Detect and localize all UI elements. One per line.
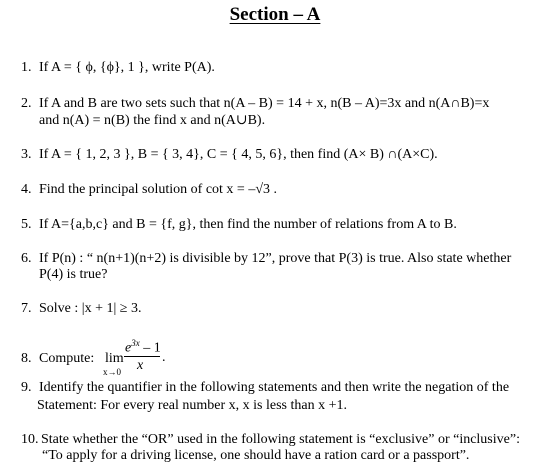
question-text: If A = { 1, 2, 3 }, B = { 3, 4}, C = { 4, 5, 6}, then find (A× B) ∩(A×C).	[39, 147, 438, 162]
question-text: Solve : |x + 1| ≥ 3.	[39, 301, 142, 316]
question-7	[21, 300, 141, 318]
question-8	[21, 350, 94, 368]
question-number: 2.	[21, 96, 32, 111]
numerator-tail: – 1	[139, 340, 161, 356]
question-number: 3.	[21, 147, 32, 162]
question-text: If A={a,b,c} and B = {f, g}, then find the number of relations from A to B.	[39, 217, 457, 232]
fraction-bar	[124, 356, 160, 357]
question-text-line1: State whether the “OR” used in the following statement is “exclusive” or “inclusive”:	[41, 432, 520, 447]
question-2	[21, 95, 489, 113]
numerator-base: e	[125, 340, 132, 356]
question-number: 8.	[21, 351, 32, 366]
numerator-exponent: 3x	[131, 338, 140, 348]
question-number: 6.	[21, 251, 32, 266]
question-10-line2: “To apply for a driving license, one should have a ration card or a passport”.	[42, 448, 470, 463]
section-title: Section – A	[229, 4, 321, 25]
question-4	[21, 181, 277, 199]
fraction-end: .	[162, 350, 166, 365]
question-number: 9.	[21, 380, 32, 395]
question-9	[21, 379, 509, 397]
question-2-line2: and n(A) = n(B) the find x and n(A∪B).	[39, 113, 266, 128]
question-number: 10.	[21, 432, 39, 447]
question-text: Find the principal solution of cot x = –√3 .	[39, 182, 277, 197]
fraction-numerator	[125, 338, 161, 357]
question-text-line1: Identify the quantifier in the following statements and then write the negation of the	[39, 380, 510, 395]
limit-label: lim	[105, 351, 124, 366]
question-5	[21, 216, 457, 234]
question-1	[21, 59, 215, 77]
question-6-line2: P(4) is true?	[39, 267, 108, 282]
question-prefix: Compute:	[39, 351, 95, 366]
question-number: 7.	[21, 301, 32, 316]
question-3	[21, 146, 438, 164]
fraction-denominator: x	[137, 358, 144, 373]
question-number: 1.	[21, 60, 32, 75]
limit-subscript: x→0	[103, 367, 121, 377]
question-text: If A = { ϕ, {ϕ}, 1 }, write P(A).	[39, 60, 215, 75]
question-number: 4.	[21, 182, 32, 197]
question-text-line1: If A and B are two sets such that n(A – B) = 14 + x, n(B – A)=3x and n(A∩B)=x	[39, 96, 490, 111]
question-number: 5.	[21, 217, 32, 232]
question-text-line1: If P(n) : “ n(n+1)(n+2) is divisible by 12”, prove that P(3) is true. Also state whether	[39, 251, 512, 266]
question-9-line2: Statement: For every real number x, x is less than x +1.	[37, 398, 347, 413]
